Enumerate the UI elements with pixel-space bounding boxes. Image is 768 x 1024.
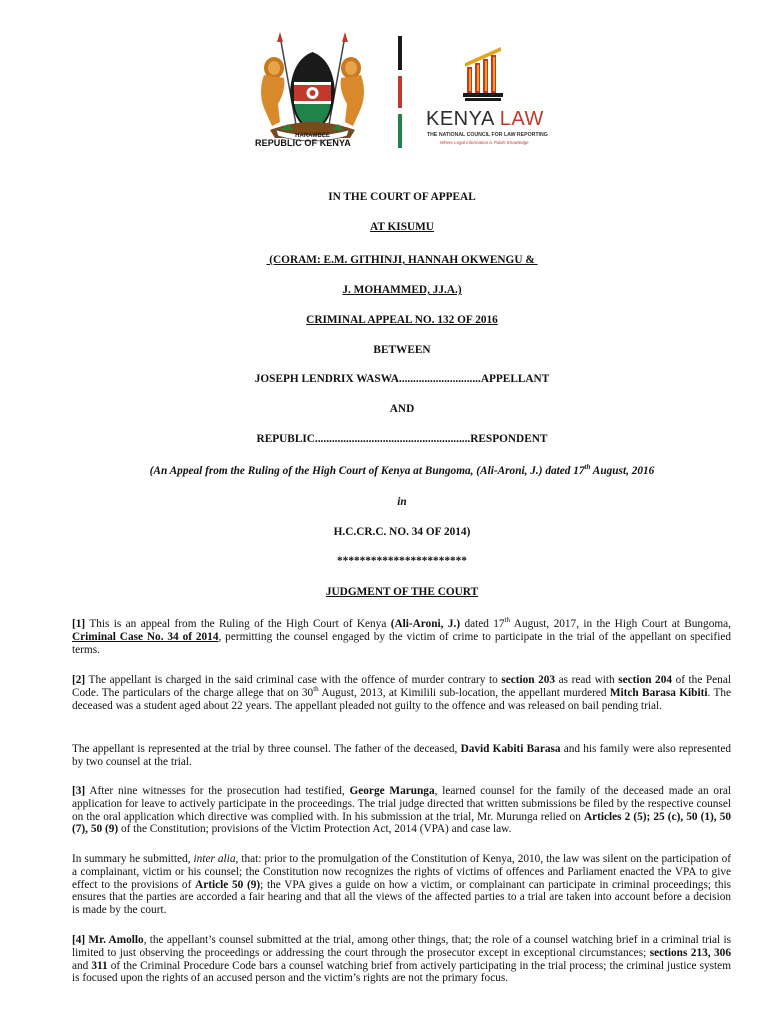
hccrc-number: H.C.CR.C. NO. 34 OF 2014) [333,526,471,538]
text-run: , that: prior to the promulgation of the Constitution of Kenya, 2010, the law was silent on the participation of a complainant, victim or his counsel; the Constitution now recognizes the rights of victims of offences and Parliament enacted the VPA to give effect to the provisions of [72,853,731,891]
paragraph-4 [72,934,731,985]
respondent-line: REPUBLIC.......................................................RESPONDENT [256,433,548,445]
kenya-law-tagline: Where Legal Information is Public Knowledge [440,140,529,145]
kenya-law-word1: KENYA [426,108,494,130]
paragraph-number: [4] Mr. Amollo [72,934,144,946]
paragraph-3-continued [72,853,731,917]
kenya-law-logo-icon [463,45,503,101]
text-run: The appellant is charged in the said criminal case with the offence of murder contrary to [85,674,502,686]
coat-caption: REPUBLIC OF KENYA [255,138,351,148]
coram-line-2: J. MOHAMMED, JJ.A.) [342,284,462,296]
court-location: AT KISUMU [370,221,434,233]
appellant-line: JOSEPH LENDRIX WASWA.............................APPELLANT [254,373,550,385]
superscript: th [313,685,319,694]
text-run: After nine witnesses for the prosecution had testified, [85,785,350,797]
bold-run: (Ali-Aroni, J.) [390,618,461,630]
coram-line-1: (CORAM: E.M. GITHINJI, HANNAH OKWENGU & [266,254,538,266]
appeal-number: CRIMINAL APPEAL NO. 132 OF 2016 [306,314,498,326]
flag-divider [398,36,402,148]
kenya-law-word2: LAW [499,108,544,130]
bold-run: section 204 [618,674,673,686]
judgment-title: JUDGMENT OF THE COURT [325,586,479,598]
text-run: of the Penal Code. The particulars of the charge allege that on 30 [72,674,731,699]
bold-run: David Kabiti Barasa [460,743,561,755]
text-run: August, 2013, at Kimilili sub-location, the appellant murdered [318,686,610,699]
bold-run: Articles 2 (5); 25 (c), 50 (1), 50 (7), 50 (9) [72,810,731,836]
paragraph-number: [2] [72,674,86,686]
bold-run: Mitch Barasa Kibiti [609,686,708,699]
case-reference: Criminal Case No. 34 of 2014 [72,630,219,643]
appeal-origin-b: August, 2016 [590,465,655,477]
text-run: and his family were also represented by two counsel at the trial. [72,743,731,768]
text-run: In summary he submitted, [72,853,194,865]
court-name: IN THE COURT OF APPEAL [328,191,476,203]
text-run: and [72,959,92,972]
in-label: in [397,496,407,508]
coat-of-arms-icon [250,30,375,155]
text-run: , permitting the counsel engaged by the victim of crime to participate in the trial of the appellant on specified terms. [72,630,731,656]
paragraph-3 [72,785,731,836]
text-run: The appellant is represented at the trial by three counsel. The father of the deceased, [72,743,461,755]
text-run: of the Constitution; provisions of the Victim Protection Act, 2014 (VPA) and case law. [118,823,512,836]
appeal-origin-sup: th [584,463,591,472]
text-run: of the Criminal Procedure Code bars a counsel watching brief from actively participating in the trial process; the criminal justice system is focused upon the rights of an accused person and the victim’s rights are not the primary focus. [72,959,731,985]
separator-stars: *********************** [337,555,467,567]
text-run: ; the VPA gives a guide on how a victim, or complainant can participate in criminal proceedings; this ensures that the parties are accorded a fair hearing and that all the views of the affected parties to a trial are taken into account before a decision is made by the court. [72,878,732,917]
text-run: This is an appeal from the Ruling of the High Court of Kenya [85,618,391,630]
superscript: th [504,616,511,625]
paragraph-number: [3] [72,785,86,797]
harambee-banner-text: HARAMBEE [295,133,330,139]
header-logos [250,30,550,155]
text-run: , the appellant’s counsel submitted at the trial, among other things, that; the role of a counsel watching brief in a criminal trial is limited to just observing the proceedings or addressing the court through the prosecutor except in exceptional circumstances; [72,934,731,959]
kenya-law-subtitle: THE NATIONAL COUNCIL FOR LAW REPORTING [427,132,548,138]
bold-run: Article 50 (9) [195,878,261,891]
text-run: as read with [555,674,619,686]
paragraph-1 [72,618,731,656]
between-label: BETWEEN [373,344,431,356]
text-run: , learned counsel for the family of the deceased made an oral application for leave to actively participate in the proceedings. The trial judge directed that written submissions be filed by the respective counsel on the oral application which directive was complied with. In his submission at the trial, Mr. Murunga relied on [72,785,731,823]
and-label: AND [389,403,415,415]
kenya-law-wordmark [426,108,544,131]
bold-run: 311 [91,959,108,972]
bold-run: George Marunga [349,785,435,797]
appeal-origin-a: (An Appeal from the Ruling of the High Court of Kenya at Bungoma, (Ali-Aroni, J.) dated 17 [149,465,585,477]
bold-run: sections 213, 306 [649,946,731,959]
text-run: August, 2017, in the High Court at Bungoma, [510,618,731,630]
paragraph-2-continued [72,743,731,769]
appeal-origin [72,465,732,478]
text-run: dated 17 [460,618,505,630]
bold-run: section 203 [501,674,556,686]
text-run: . The deceased was a student aged about 22 years. The appellant pleaded not guilty to the offence and was released on bail pending trial. [72,686,732,712]
italic-run: inter alia [193,853,236,865]
paragraph-number: [1] [72,618,86,630]
paragraph-2 [72,674,731,712]
